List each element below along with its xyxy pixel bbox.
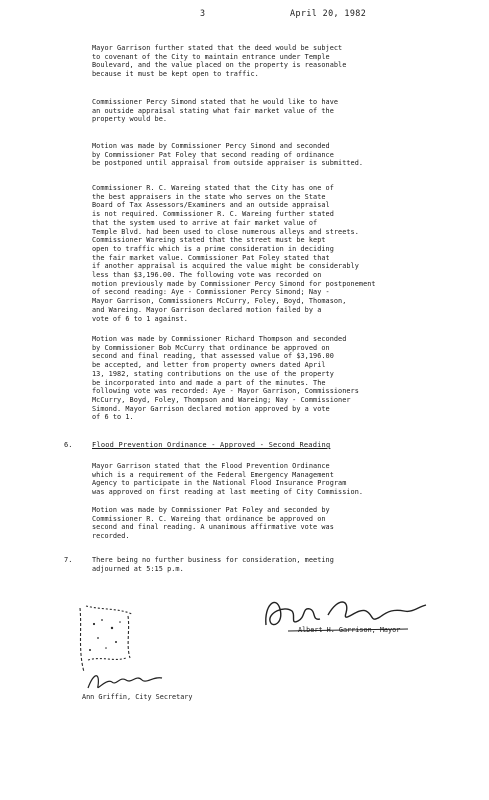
item-number-6: 6. <box>64 441 73 449</box>
page-header <box>200 8 440 22</box>
item-number-7: 7. <box>64 556 73 564</box>
secretary-signature <box>84 668 174 696</box>
page-number: 3 <box>200 8 206 18</box>
mayor-signature <box>258 585 433 645</box>
page-date: April 20, 1982 <box>290 8 367 18</box>
paragraph-flood-motion: Motion was made by Commissioner Pat Foley and seconded by Commissioner R. C. Wareing that ordinance be approved on second and final reading. A unanimous affirmative vote was recorded. <box>92 506 334 541</box>
paragraph-wareing-statement: Commissioner R. C. Wareing stated that the City has one of the best appraisers in the state who serves on the State Board of Tax Assessors/Examiners and an outside appraisal is not required. Commissioner R. C. Wareing further stated that the system used to arrive at fair market value of Temple Blvd. had been used to close numerous alleys and streets. Commissioner Wareing stated that the street must be kept open to traffic which is a prime consideration in deciding the fair market value. Commissioner Pat Foley stated that if another appraisal is acquired the value might be considerably less than $3,196.00. The following vote was recorded on motion previously made by Commissioner Percy Simond for postponement of second reading: Aye - Commissioner Percy Simond; Nay - Mayor Garrison, Commissioners McCurry, Foley, Boyd, Thomason, and Wareing. Mayor Garrison declared motion failed by a vote of 6 to 1 against. <box>92 184 376 323</box>
paragraph-motion-approve: Motion was made by Commissioner Richard Thompson and seconded by Commissioner Bob McCurry that ordinance be approved on second and final reading, that assessed value of $3,196.00 be accepted, and letter from property owners dated April 13, 1982, stating contributions on the use of the property be incorporated into and made a part of the minutes. The following vote was recorded: Aye - Mayor Garrison, Commissioners McCurry, Boyd, Foley, Thompson and Wareing; Nay - Commissioner Simond. Mayor Garrison declared motion approved by a vote of 6 to 1. <box>92 335 359 422</box>
paragraph-flood-statement: Mayor Garrison stated that the Flood Prevention Ordinance which is a requirement of the Federal Emergency Management Agency to participate in the National Flood Insurance Program was approved on first reading at last meeting of City Commission. <box>92 462 364 497</box>
section-heading-flood: Flood Prevention Ordinance - Approved - Second Reading <box>92 441 331 449</box>
paragraph-adjourn: There being no further business for consideration, meeting adjourned at 5:15 p.m. <box>92 556 334 573</box>
paragraph-motion-postpone: Motion was made by Commissioner Percy Simond and seconded by Commissioner Pat Foley that second reading of ordinance be postponed until appraisal from outside appraiser is submitted. <box>92 142 364 168</box>
paragraph-covenant: Mayor Garrison further stated that the deed would be subject to covenant of the City to maintain entrance under Temple Boulevard, and the value placed on the property is reasonable because it must be kept open to traffic. <box>92 44 347 79</box>
secretary-caption: Ann Griffin, City Secretary <box>82 693 193 701</box>
mayor-caption: Albert H. Garrison, Mayor <box>298 626 401 634</box>
paragraph-simond-appraisal: Commissioner Percy Simond stated that he would like to have an outside appraisal stating what fair market value of the property would be. <box>92 98 339 124</box>
